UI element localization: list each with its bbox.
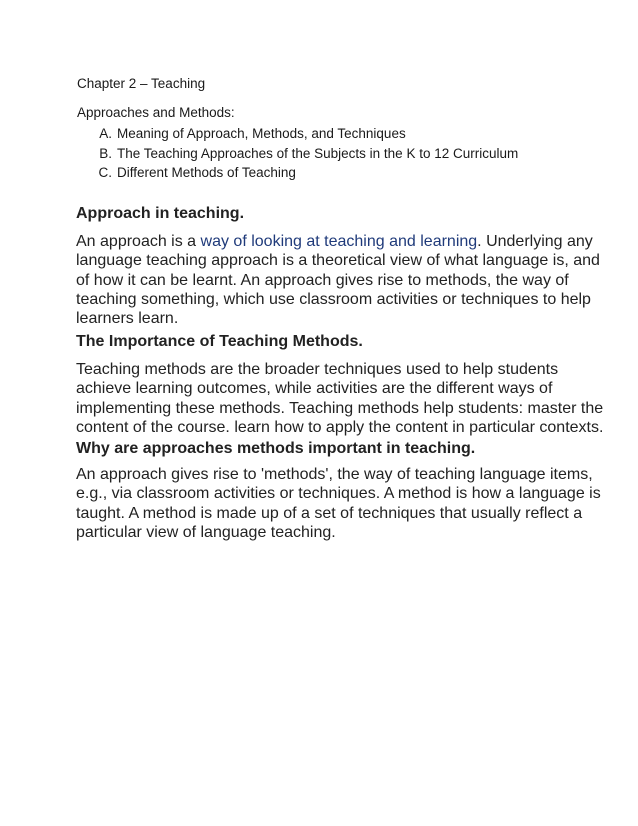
paragraph-line: language teaching approach is a theoretical view of what language is, and (76, 252, 600, 270)
section-paragraph-why (76, 465, 601, 542)
paragraph-line: e.g., via classroom activities or techniques. A method is how a language is (76, 485, 601, 503)
topic-letter: A. (99, 126, 112, 141)
topic-letter: C. (98, 165, 112, 180)
text-run: An approach is a (76, 233, 201, 250)
topic-item (77, 124, 518, 144)
paragraph-line: of how it can be learnt. An approach gives rise to methods, the way of (76, 271, 569, 289)
paragraph-line: teaching something, which use classroom activities or techniques to help (76, 290, 591, 308)
section-heading-approach: Approach in teaching. (76, 205, 245, 222)
chapter-title: Chapter 2 – Teaching (77, 76, 206, 91)
section-paragraph-approach (76, 232, 600, 328)
inline-link[interactable]: way of looking at teaching and learning (200, 233, 478, 250)
paragraph-line: content of the course. learn how to apply the content in particular contexts. (76, 418, 604, 436)
paragraph-line: particular view of language teaching. (76, 523, 336, 541)
topic-item (77, 163, 518, 183)
paragraph-line: taught. A method is made up of a set of techniques that usually reflect a (76, 504, 583, 522)
approaches-label: Approaches and Methods: (77, 105, 235, 120)
topic-text: The Teaching Approaches of the Subjects in the K to 12 Curriculum (117, 145, 519, 161)
topic-letter: B. (99, 145, 112, 161)
paragraph-line: An approach gives rise to 'methods', the way of teaching language items, (76, 466, 593, 483)
topic-text: Meaning of Approach, Methods, and Techniques (117, 126, 406, 141)
text-run: . Underlying any (477, 233, 593, 250)
section-paragraph-importance (76, 360, 604, 437)
section-heading-importance: The Importance of Teaching Methods. (76, 333, 363, 350)
paragraph-line: Teaching methods are the broader techniques used to help students (76, 361, 559, 378)
section-heading-why: Why are approaches methods important in teaching. (76, 440, 476, 457)
topic-item (77, 144, 518, 164)
topics-list (77, 124, 518, 183)
paragraph-line: achieve learning outcomes, while activities are the different ways of (76, 380, 553, 398)
paragraph-line: learners learn. (76, 310, 179, 328)
paragraph-line (76, 232, 593, 251)
paragraph-line: implementing these methods. Teaching methods help students: master the (76, 399, 604, 417)
topic-text: Different Methods of Teaching (117, 165, 296, 180)
